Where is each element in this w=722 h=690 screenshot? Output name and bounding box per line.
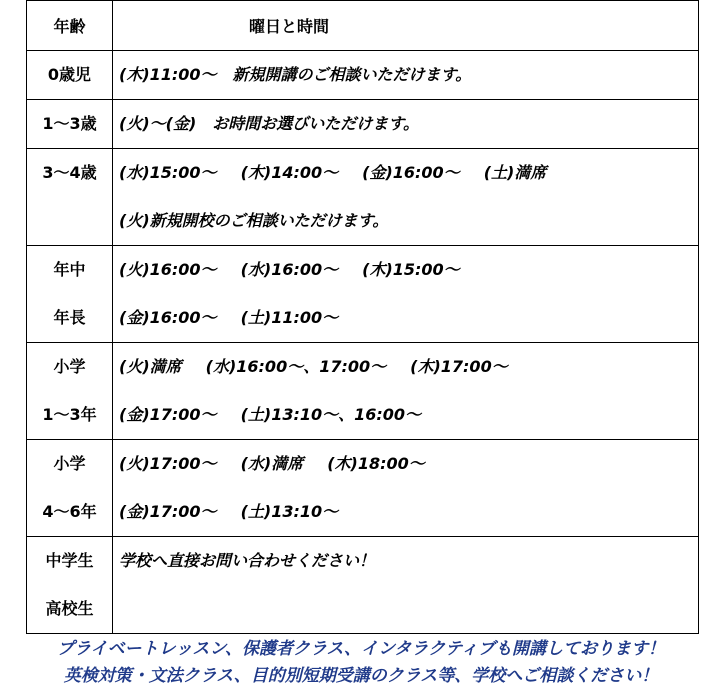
age-label: 小学 — [53, 454, 86, 473]
table-row — [27, 51, 699, 100]
time-cell — [113, 537, 699, 634]
age-label: 高校生 — [45, 599, 94, 618]
time-slot: 学校へ直接お問い合わせください！ — [119, 551, 376, 570]
time-line — [113, 246, 698, 294]
time-line — [113, 149, 698, 197]
time-slot: (火)17:00～ — [119, 454, 217, 473]
time-slot: (火)新規開校のご相談いただけます。 — [119, 211, 389, 230]
time-slot: (金)17:00～ — [119, 405, 217, 424]
time-slot: (金)17:00～ — [119, 502, 217, 521]
time-slot: (水)16:00～、17:00～ — [205, 357, 387, 376]
time-cell — [113, 149, 699, 246]
age-cell — [27, 440, 113, 537]
age-label: 3～4歳 — [42, 163, 97, 182]
time-slot: (土)11:00～ — [240, 308, 339, 327]
age-label: 0歳児 — [47, 65, 92, 84]
age-cell — [27, 100, 113, 149]
table-row — [27, 343, 699, 440]
time-slot: (木)11:00～ 新規開講のご相談いただけます。 — [119, 65, 472, 84]
age-cell — [27, 537, 113, 634]
age-label: 小学 — [53, 357, 86, 376]
time-line — [113, 100, 698, 148]
time-slot: (火)16:00～ — [119, 260, 217, 279]
age-cell — [27, 343, 113, 440]
table-row — [27, 246, 699, 343]
time-slot: (土)満席 — [483, 163, 547, 182]
age-label — [27, 197, 112, 245]
time-line — [113, 585, 698, 633]
time-line — [113, 537, 698, 585]
time-slot: (木)14:00～ — [240, 163, 339, 182]
time-line — [113, 391, 698, 439]
time-slot: (木)18:00～ — [327, 454, 425, 473]
time-slot: (土)13:10～ — [240, 502, 339, 521]
age-cell — [27, 51, 113, 100]
age-label: 1～3歳 — [42, 114, 97, 133]
footer-line-2: 英検対策・文法クラス、目的別短期受講のクラス等、学校へご相談ください！ — [63, 666, 659, 686]
time-slot: (金)16:00～ — [119, 308, 217, 327]
time-cell — [113, 246, 699, 343]
time-line — [113, 294, 698, 342]
header-time: 曜日と時間 — [113, 1, 699, 51]
footer-line-1: プライベートレッスン、保護者クラス、インタラクティブも開講しております！ — [57, 639, 665, 659]
time-line — [113, 343, 698, 391]
time-slot: (木)17:00～ — [410, 357, 508, 376]
time-slot: (木)15:00～ — [362, 260, 460, 279]
time-slot: (水)満席 — [240, 454, 304, 473]
time-line — [113, 440, 698, 488]
time-line — [113, 51, 698, 99]
time-slot: (火)満席 — [119, 357, 182, 376]
schedule-table — [26, 0, 699, 634]
time-slot: (火)～(金) お時間お選びいただけます。 — [119, 114, 419, 133]
header-age: 年齢 — [27, 1, 113, 51]
table-row — [27, 440, 699, 537]
table-row — [27, 149, 699, 246]
time-line — [113, 197, 698, 245]
age-label: 年長 — [53, 308, 86, 327]
age-cell — [27, 149, 113, 246]
time-cell — [113, 440, 699, 537]
age-cell — [27, 246, 113, 343]
header-row — [27, 1, 699, 51]
time-slot: (金)16:00～ — [362, 163, 460, 182]
age-label: 年中 — [53, 260, 86, 279]
age-label: 4～6年 — [42, 502, 97, 521]
time-line — [113, 488, 698, 536]
table-row — [27, 537, 699, 634]
time-slot: (土)13:10～、16:00～ — [240, 405, 422, 424]
time-cell — [113, 100, 699, 149]
time-cell — [113, 51, 699, 100]
time-cell — [113, 343, 699, 440]
age-label: 中学生 — [45, 551, 94, 570]
time-slot: (水)15:00～ — [119, 163, 217, 182]
time-slot: (水)16:00～ — [240, 260, 339, 279]
age-label: 1～3年 — [42, 405, 97, 424]
table-row — [27, 100, 699, 149]
